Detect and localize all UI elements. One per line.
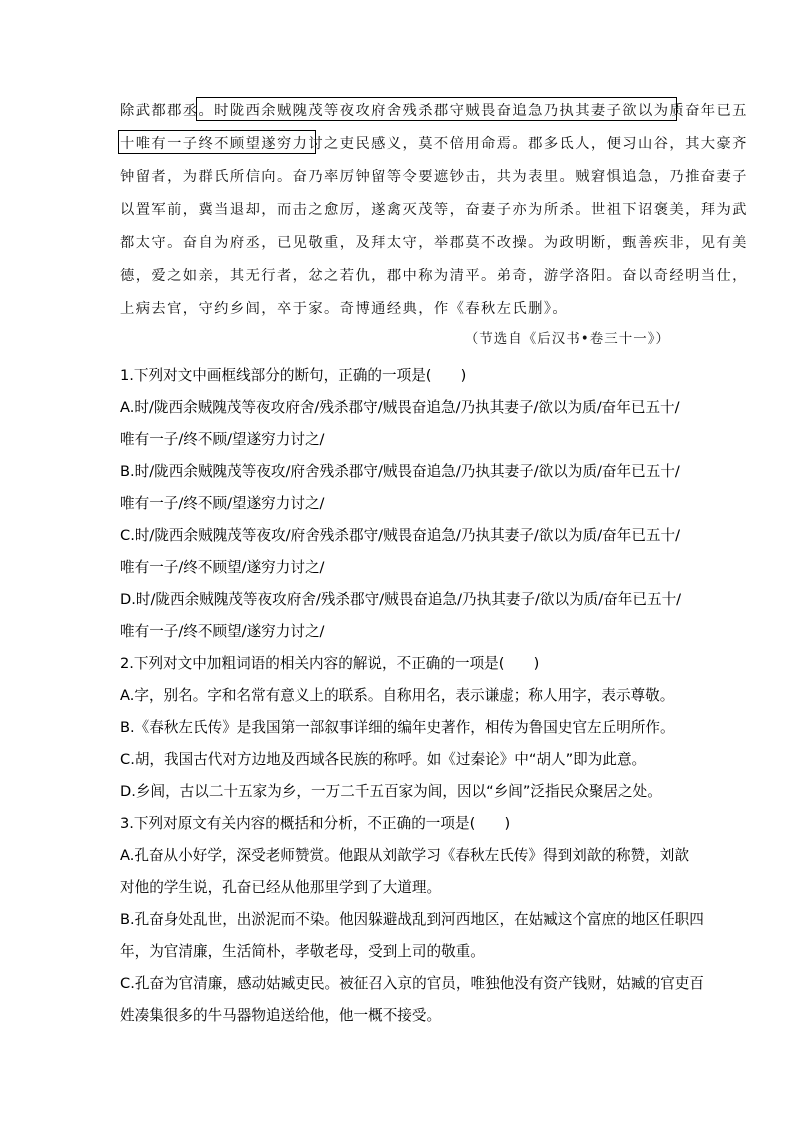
question-2-option-a: A.字，别名。字和名常有意义上的联系。自称用名，表示谦虚；称人用字，表示尊敬。 xyxy=(120,687,675,704)
question-3-stem: 3.下列对原文有关内容的概括和分析，不正确的一项是( ) xyxy=(120,815,511,832)
question-1-option-a: A.时/陇西余贼隗茂等夜攻府舍/残杀郡守/贼畏奋追急/乃执其妻子/欲以为质/奋年已五十/ xyxy=(120,399,680,416)
question-3-option-b-cont: 年，为官清廉，生活简朴，孝敬老母，受到上司的敬重。 xyxy=(120,943,485,960)
framed-sentence-box-top xyxy=(196,97,677,121)
passage-line-5: 都太守。奋自为府丞，已见敬重，及拜太守，举郡莫不改操。为政明断，甄善疾非，见有美 xyxy=(120,235,748,251)
question-2-option-b: B.《春秋左氏传》是我国第一部叙事详细的编年史著作，相传为鲁国史官左丘明所作。 xyxy=(120,719,675,736)
question-3-option-a-cont: 对他的学生说，孔奋已经从他那里学到了大道理。 xyxy=(120,879,442,896)
framed-sentence-box-bottom xyxy=(118,130,316,154)
question-3-option-c: C.孔奋为官清廉，感动姑臧吏民。被征召入京的官员，唯独他没有资产钱财，姑臧的官吏百 xyxy=(120,975,704,992)
question-1-option-a-cont: 唯有一子/终不顾/望遂穷力讨之/ xyxy=(120,431,325,448)
question-2-option-d: D.乡闾，古以二十五家为乡，一万二千五百家为闾，因以“乡闾”泛指民众聚居之处。 xyxy=(120,783,662,800)
question-2-option-c: C.胡，我国古代对方边地及西域各民族的称呼。如《过秦论》中“胡人”即为此意。 xyxy=(120,751,647,768)
passage-source: （节选自《后汉书•卷三十一》） xyxy=(464,331,670,347)
question-3-option-b: B.孔奋身处乱世，出淤泥而不染。他因躲避战乱到河西地区，在姑臧这个富庶的地区任职四 xyxy=(120,911,704,928)
question-1-option-b: B.时/陇西余贼隗茂等夜攻/府舍残杀郡守/贼畏奋追急/乃执其妻子/欲以为质/奋年已五十/ xyxy=(120,463,680,480)
question-1-option-d-cont: 唯有一子/终不顾望/遂穷力讨之/ xyxy=(120,623,325,640)
question-3-option-c-cont: 姓凑集很多的牛马器物追送给他，他一概不接受。 xyxy=(120,1007,442,1024)
question-1-option-c: C.时/陇西余贼隗茂等夜攻/府舍残杀郡守/贼畏奋追急/乃执其妻子/欲以为质/奋年已五十/ xyxy=(120,527,681,544)
question-1-stem: 1.下列对文中画框线部分的断句，正确的一项是( ) xyxy=(120,367,467,384)
passage-line-1: 除武都郡丞。时陇西余贼隗茂等夜攻府舍残杀郡守贼畏奋追急乃执其妻子欲以为质奋年已五 xyxy=(120,103,748,119)
passage-line-6: 德，爱之如亲，其无行者，忿之若仇，郡中称为清平。弟奇，游学洛阳。奋以奇经明当仕， xyxy=(120,268,748,284)
passage-line-4: 以置军前，冀当退却，而击之愈厉，遂禽灭茂等，奋妻子亦为所杀。世祖下诏褒美，拜为武 xyxy=(120,202,748,218)
passage-line-3: 钟留者，为群氏所信向。奋乃率厉钟留等令要遮钞击，共为表里。贼窘惧追急，乃推奋妻子 xyxy=(120,169,748,185)
question-3-option-a: A.孔奋从小好学，深受老师赞赏。他跟从刘歆学习《春秋左氏传》得到刘歆的称赞，刘歆 xyxy=(120,847,689,864)
passage-line-7: 上病去官，守约乡闾，卒于家。奇博通经典，作《春秋左氏删》。 xyxy=(120,301,569,317)
question-1-option-c-cont: 唯有一子/终不顾望/遂穷力讨之/ xyxy=(120,559,325,576)
question-1-option-b-cont: 唯有一子/终不顾/望遂穷力讨之/ xyxy=(120,495,325,512)
question-2-stem: 2.下列对文中加粗词语的相关内容的解说，不正确的一项是( ) xyxy=(120,655,540,672)
question-1-option-d: D.时/陇西余贼隗茂等夜攻府舍/残杀郡守/贼畏奋追急/乃执其妻子/欲以为质/奋年已五十/ xyxy=(120,591,682,608)
passage-line-2: 十唯有一子终不顾望遂穷力讨之吏民感义，莫不倍用命焉。郡多氐人，便习山谷，其大豪齐 xyxy=(120,136,748,152)
